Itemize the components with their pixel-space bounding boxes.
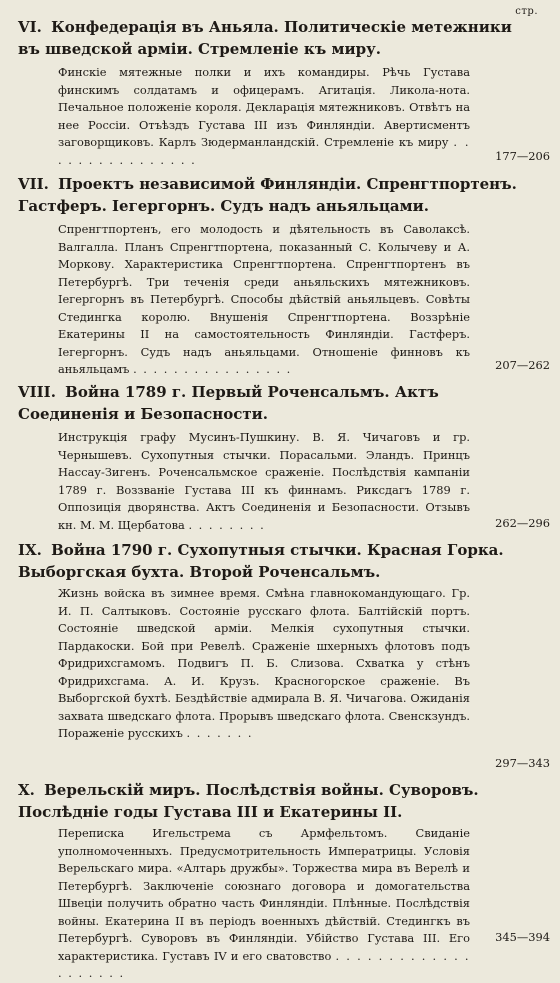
chapter-summary-text: Инструкція графу Мусинъ-Пушкину. В. Я. Чичаговъ и гр. Чернышевъ. Сухопутныя стычки. Порасальми. Эландъ. Принцъ Нассау-Зигенъ. Роченсальмское сраженіе. Послѣдствія кампаніи 1789 г. Воззваніе Густава III къ финнамъ. Риксдагъ 1789 г. Оппозиція дворянства. Актъ Соединенія и Безопасности. Отзывъ кн. М. М. Щербатова <box>58 430 470 532</box>
chapter-summary-text: Жизнь войска въ зимнее время. Смѣна главнокомандующаго. Гр. И. П. Салтыковъ. Состояніе русскаго флота. Балтійскій портъ. Состояніе шведской арміи. Мелкія сухопутныя стычки. Пардакоски. Бой при Ревелѣ. Сраженіе шхерныхъ флотовъ подъ Фридрихсгамомъ. Подвигъ П. Б. Слизова. Схватка у стѣнъ Фридрихсгама. А. И. Крузъ. Красногорское сраженіе. Въ Выборгской бухтѣ. Бездѣйствіе адмирала В. Я. Чичагова. Ожиданія захвата шведскаго флота. Прорывъ шведскаго флота. Свенскзундъ. Пораженіе русскихъ <box>58 586 470 740</box>
chapter-heading: Война 1789 г. Первый Роченсальмъ. Актъ Соединенія и Безопасности. <box>18 383 439 423</box>
dot-leader: . . . . . . . <box>186 726 254 740</box>
dot-leader: . . . . . . . . . . . . . . . . <box>133 362 292 376</box>
chapter-title <box>18 16 538 60</box>
chapter-summary <box>58 64 470 169</box>
page-column-label: стр. <box>515 6 538 17</box>
chapter-pages: 177—206 <box>495 149 550 163</box>
chapter-title <box>18 779 538 823</box>
chapter-summary-text: Спренгтпортенъ, его молодость и дѣятельность въ Саволаксѣ. Валгалла. Планъ Спренгтпортена, показанный С. Колычеву и А. Моркову. Характеристика Спренгтпортена. Спренгтпортенъ въ Петербургѣ. Три теченія среди аньяльскихъ мятежниковъ. Іегергорнъ въ Петербургѣ. Способы дѣйствій аньяльцевъ. Совѣты Стедингка королю. Внушенія Спренгтпортена. Воззрѣніе Екатерины II на самостоятельность Финляндіи. Гастферъ. Іегергорнъ. Судъ надъ аньяльцами. Отношеніе финновъ къ аньяльцамъ <box>58 222 470 376</box>
chapter-numeral: X. <box>18 781 35 799</box>
chapter-numeral: VIII. <box>18 383 56 401</box>
chapter-pages: 297—343 <box>495 756 550 770</box>
chapter-numeral: VI. <box>18 18 42 36</box>
chapter-pages: 262—296 <box>495 516 550 530</box>
chapter-summary-text: Финскіе мятежные полки и ихъ командиры. Рѣчь Густава финскимъ солдатамъ и офицерамъ. Агитація. Ликола-нота. Печальное положеніе короля. Декларація мятежниковъ. Отвѣтъ на нее Россіи. Отъѣздъ Густава III изъ Финляндіи. Авертисментъ заговорщиковъ. Карлъ Зюдерманландскій. Стремленіе къ миру <box>58 65 470 149</box>
chapter-summary <box>58 221 470 379</box>
chapter-pages: 345—394 <box>495 930 550 944</box>
chapter-numeral: IX. <box>18 541 42 559</box>
chapter-summary <box>58 585 470 743</box>
chapter-pages: 207—262 <box>495 358 550 372</box>
dot-leader: . . . . . . . . . . . . . . . . <box>58 135 470 167</box>
chapter-heading: Проектъ независимой Финляндіи. Спренгтпортенъ. Гастферъ. Іегергорнъ. Судъ надъ аньяльцами. <box>18 175 517 215</box>
chapter-heading: Верельскій миръ. Послѣдствія войны. Суворовъ. Послѣдніе годы Густава III и Екатерины II. <box>18 781 479 821</box>
chapter-title <box>18 539 538 583</box>
chapter-summary <box>58 429 470 534</box>
chapter-title <box>18 173 538 217</box>
chapter-heading: Война 1790 г. Сухопутныя стычки. Красная Горка. Выборгская бухта. Второй Роченсальмъ. <box>18 541 504 581</box>
chapter-summary-text: Переписка Игельстрема съ Армфельтомъ. Свиданіе уполномоченныхъ. Предусмотрительность Императрицы. Условія Верельскаго мира. «Алтарь дружбы». Торжества мира въ Верелѣ и Петербургѣ. Заключеніе союзнаго договора и домогательства Швеціи получить обратно часть Финляндіи. Плѣнные. Послѣдствія войны. Екатерина II въ періодъ военныхъ дѣйствій. Стедингкъ въ Петербургѣ. Суворовъ въ Финляндіи. Убійство Густава III. Его характеристика. Густавъ IV и его сватовство <box>58 826 470 963</box>
dot-leader: . . . . . . . . <box>188 517 266 532</box>
chapter-heading: Конфедерація въ Аньяла. Политическіе метежники въ шведской арміи. Стремленіе къ миру. <box>18 18 512 58</box>
chapter-numeral: VII. <box>18 175 49 193</box>
dot-leader: . . . . . . . . . . . . . . . . . . . . <box>58 948 470 980</box>
chapter-title <box>18 381 538 425</box>
